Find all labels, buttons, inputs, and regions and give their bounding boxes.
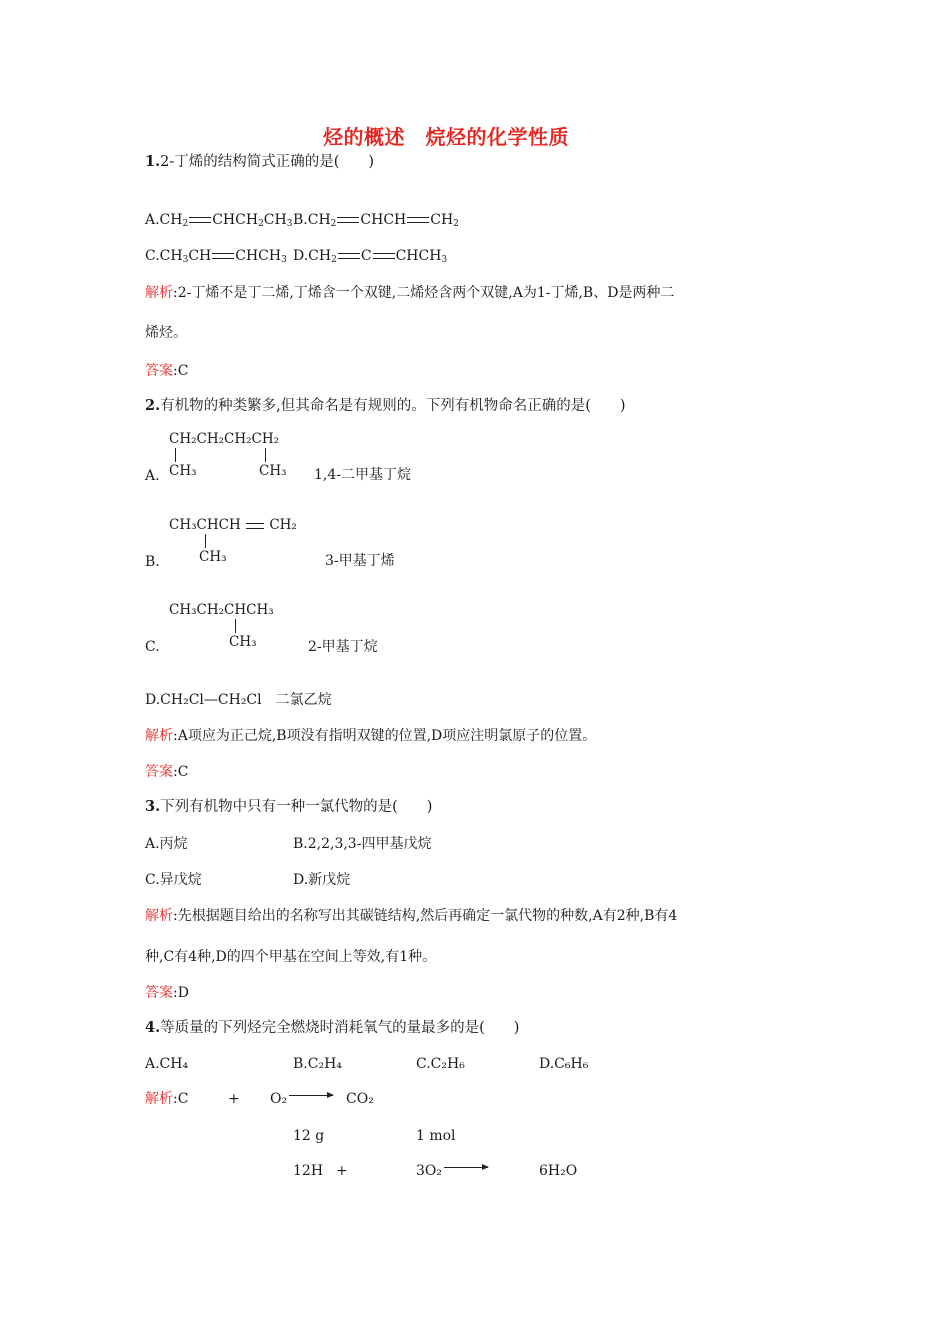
question-stem: 2-丁烯的结构简式正确的是( ) <box>160 154 375 170</box>
bond-line <box>205 534 206 548</box>
q2-option-b-label: B. <box>145 554 160 570</box>
q3-option-a: A.丙烷 <box>145 836 188 852</box>
q2-option-d: D.CH₂Cl—CH₂Cl 二氯乙烷 <box>145 692 332 708</box>
bond-line <box>265 448 266 462</box>
eq1-amount-right: 1 mol <box>416 1128 456 1144</box>
eq2-plus: + <box>336 1163 348 1179</box>
q1-option-a: $A.CH_2$ $CHCH_2CH_3$ <box>145 212 293 229</box>
eq1-product: CO₂ <box>346 1091 374 1107</box>
q3-option-b: B.2,2,3,3-四甲基戊烷 <box>293 836 432 852</box>
q1-option-b: $B.CH_2$ CHCH $CH_2$ <box>293 212 459 229</box>
eq1-amount-left: 12 g <box>293 1128 325 1144</box>
q2-b-methyl: CH₃ <box>199 549 227 565</box>
page-title: 烃的概述 烷烃的化学性质 <box>323 125 569 149</box>
question-stem: 等质量的下列烃完全燃烧时消耗氧气的量最多的是( ) <box>160 1020 520 1036</box>
reaction-arrow-icon <box>289 1095 333 1096</box>
question-number: 4. <box>145 1019 161 1036</box>
analysis-label: 解析 <box>145 728 173 744</box>
q2-answer: 答案:C <box>145 764 189 780</box>
q2-analysis: 解析:A项应为正己烷,B项没有指明双键的位置,D项应注明氯原子的位置。 <box>145 728 597 744</box>
question-stem: 有机物的种类繁多,但其命名是有规则的。下列有机物命名正确的是( ) <box>160 398 626 414</box>
question-2 <box>145 399 626 414</box>
bond-line <box>235 619 236 633</box>
question-number: 1. <box>145 153 161 170</box>
eq2-lhs: 12H <box>293 1163 324 1179</box>
question-stem: 下列有机物中只有一种一氯代物的是( ) <box>160 799 433 815</box>
q2-c-methyl: CH₃ <box>229 634 257 650</box>
q1-analysis-cont: 烯烃。 <box>145 325 187 341</box>
question-1 <box>145 155 374 170</box>
eq2-oxygen: 3O₂ <box>416 1164 488 1178</box>
q3-analysis-cont: 种,C有4种,D的四个甲基在空间上等效,有1种。 <box>145 949 437 965</box>
question-4 <box>145 1021 519 1036</box>
q2-option-b-name: 3-甲基丁烯 <box>325 553 395 569</box>
eq1-plus: + <box>228 1091 240 1107</box>
q4-option-a: A.CH₄ <box>145 1056 189 1072</box>
q4-analysis-label: 解析:C <box>145 1091 189 1107</box>
q1-option-d: $D.CH_2$ C $CHCH_3$ <box>293 248 448 265</box>
question-3 <box>145 800 432 815</box>
q3-option-d: D.新戊烷 <box>293 872 351 888</box>
question-number: 2. <box>145 397 161 414</box>
q2-c-structure-main: CH₃CH₂CHCH₃ <box>169 602 274 618</box>
q4-option-b: B.C₂H₄ <box>293 1056 342 1072</box>
reaction-arrow-icon <box>444 1167 488 1168</box>
analysis-label: 解析 <box>145 285 173 301</box>
bond-line <box>175 448 176 462</box>
q1-analysis: 解析:2-丁烯不是丁二烯,丁烯含一个双键,二烯烃含两个双键,A为1-丁烯,B、D是两种二 <box>145 285 675 301</box>
answer-label: 答案 <box>145 764 173 780</box>
q2-a-structure-main: CH₂CH₂CH₂CH₂ <box>169 431 280 447</box>
q3-answer: 答案:D <box>145 985 189 1001</box>
q4-option-d: D.C₆H₆ <box>539 1056 589 1072</box>
question-number: 3. <box>145 798 161 815</box>
q2-a-methyl-2: CH₃ <box>259 463 287 479</box>
q2-option-a-name: 1,4-二甲基丁烷 <box>314 467 411 483</box>
q3-analysis: 解析:先根据题目给出的名称写出其碳链结构,然后再确定一氯代物的种数,A有2种,B有4 <box>145 908 678 924</box>
q2-option-c-label: C. <box>145 639 160 655</box>
q2-a-methyl-1: CH₃ <box>169 463 197 479</box>
q1-option-c: $C.CH_3CH$ $CHCH_3$ <box>145 248 287 265</box>
eq1-oxygen: O₂ <box>270 1092 333 1106</box>
analysis-label: 解析 <box>145 908 173 924</box>
answer-label: 答案 <box>145 985 173 1001</box>
q1-answer: 答案:C <box>145 363 189 379</box>
eq2-product: 6H₂O <box>539 1163 578 1179</box>
q2-b-structure-main: CH₃CHCH CH₂ <box>169 517 297 533</box>
answer-label: 答案 <box>145 363 173 379</box>
q4-option-c: C.C₂H₆ <box>416 1056 465 1072</box>
q3-option-c: C.异戊烷 <box>145 872 202 888</box>
q2-option-a-label: A. <box>145 468 160 484</box>
analysis-label: 解析 <box>145 1091 173 1107</box>
q2-option-c-name: 2-甲基丁烷 <box>308 639 378 655</box>
